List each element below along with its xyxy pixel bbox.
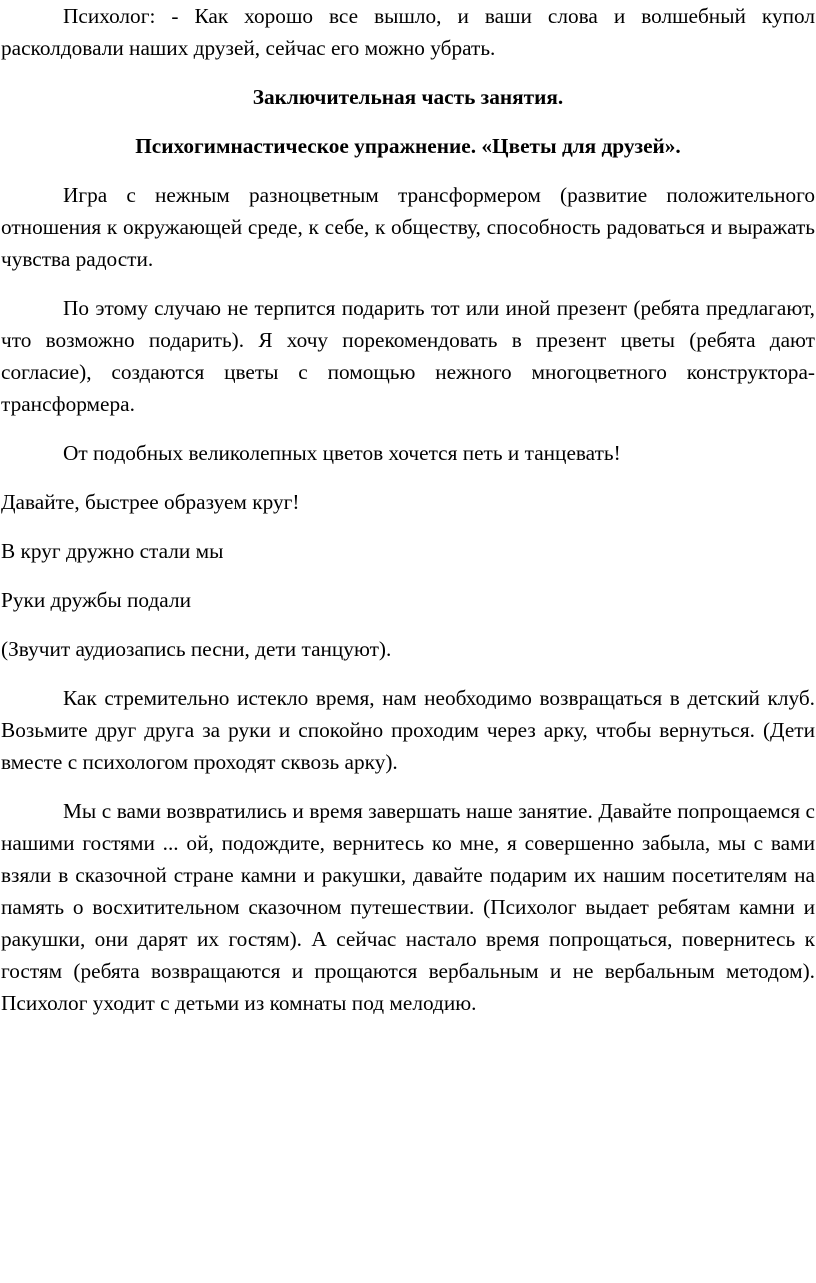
line-together: В круг дружно стали мы bbox=[1, 539, 224, 563]
paragraph-return: Как стремительно истекло время, нам необходимо возвращаться в детский клуб. Возьмите друг друга за руки и спокойно проходим через арку, чтобы вернуться. (Дети вместе с психологом проходят сквозь арку). bbox=[1, 686, 815, 774]
paragraph-farewell: Мы с вами возвратились и время завершать наше занятие. Давайте попрощаемся с нашими гостями ... ой, подождите, вернитесь ко мне, я совершенно забыла, мы с вами взяли в сказочной стране камни и ракушки, давайте подарим их нашим посетителям на память о восхитительном сказочном путешествии. (Психолог выдает ребятам камни и ракушки, они дарят их гостям). А сейчас настало время попрощаться, повернитесь к гостям (ребята возвращаются и прощаются вербальным и не вербальным методом). Психолог уходит с детьми из комнаты под мелодию. bbox=[1, 799, 815, 1015]
paragraph-flowers: От подобных великолепных цветов хочется петь и танцевать! bbox=[63, 441, 621, 465]
line-hands: Руки дружбы подали bbox=[1, 588, 191, 612]
paragraph-intro: Психолог: - Как хорошо все вышло, и ваши слова и волшебный купол расколдовали наших друзей, сейчас его можно убрать. bbox=[1, 4, 815, 60]
paragraph-present: По этому случаю не терпится подарить тот или иной презент (ребята предлагают, что возможно подарить). Я хочу порекомендовать в презент цветы (ребята дают согласие), создаются цветы с помощью нежного многоцветного конструктора-трансформера. bbox=[1, 296, 815, 416]
heading-final-part: Заключительная часть занятия. bbox=[252, 85, 564, 109]
line-circle: Давайте, быстрее образуем круг! bbox=[1, 490, 300, 514]
line-music: (Звучит аудиозапись песни, дети танцуют). bbox=[1, 637, 392, 661]
heading-exercise: Психогимнастическое упражнение. «Цветы для друзей». bbox=[135, 134, 681, 158]
paragraph-game: Игра с нежным разноцветным трансформером (развитие положительного отношения к окружающей среде, к себе, к обществу, способность радоваться и выражать чувства радости. bbox=[1, 183, 815, 271]
